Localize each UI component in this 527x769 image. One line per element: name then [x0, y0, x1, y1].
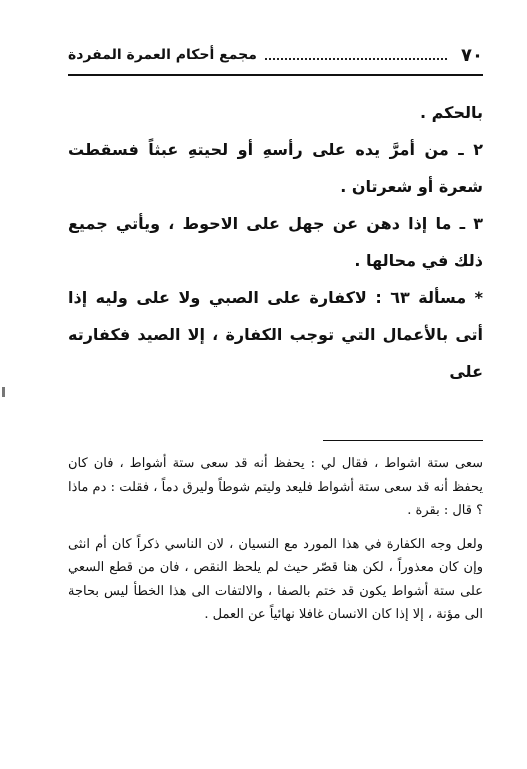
- list-item-2: ٢ ـ من أمرَّ يده على رأسهِ أو لحيتهِ عبثاً فسقطت شعرة أو شعرتان .: [68, 140, 483, 196]
- main-text: [68, 94, 483, 390]
- footnote-paragraph-2: ولعل وجه الكفارة في هذا المورد مع النسيان ، لان الناسي ذكراً كان أم انثى وإن كان معذوراً ، لكن هنا قصّر حيث لم يلحظ النقص ، فان من قطع السعي على ستة أشواط يكون قد ختم بالصفا ، والالتفات الى هذا الخطأ ليس بحاجة الى مؤنة ، إلا إذا كان الانسان غافلا نهائياً عن العمل .: [68, 536, 483, 622]
- page-number: ٧٠: [461, 44, 483, 66]
- footnotes: [68, 452, 483, 627]
- issue-paragraph: [68, 279, 483, 390]
- running-header: [68, 40, 483, 70]
- text-line-intro: بالحكم .: [419, 103, 483, 122]
- footnote-paragraph-1: سعى ستة اشواط ، فقال لي : يحفظ أنه قد سعى ستة أشواط ، فان كان يحفظ أنه قد سعى ستة أشواط فليعد وليتم شوطاً وليرق دماً ، فقلت : دم ماذا ؟ قال : بقرة .: [68, 456, 483, 518]
- footnote-separator: [323, 440, 483, 441]
- header-dot-leader: [265, 58, 447, 60]
- header-rule: [68, 74, 483, 76]
- scan-edge-mark: [2, 387, 5, 397]
- issue-label: * مسألة ٦٣ :: [375, 288, 483, 307]
- list-item-3: ٣ ـ ما إذا دهن عن جهل على الاحوط ، ويأتي جميع ذلك في محالها .: [68, 214, 483, 270]
- issue-text: لاكفارة على الصبي ولا على وليه إذا أتى بالأعمال التي توجب الكفارة ، إلا الصيد فكفارته على: [68, 288, 483, 381]
- book-title: مجمع أحكام العمرة المفردة: [68, 47, 257, 63]
